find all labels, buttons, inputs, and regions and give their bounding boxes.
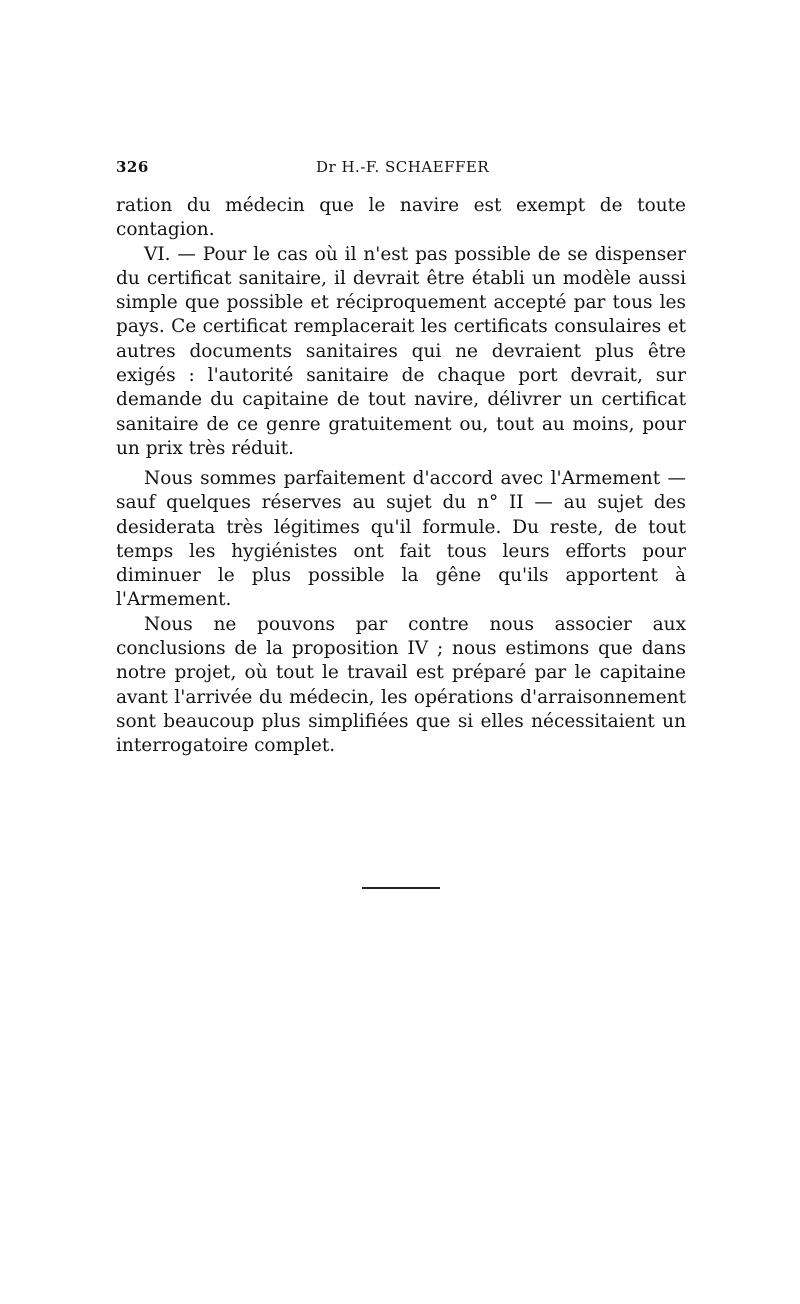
running-head: Dr H.-F. SCHAEFFER: [316, 158, 490, 176]
paragraph-conclusion: Nous ne pouvons par contre nous associer aux conclusions de la proposition IV ; nous estimons que dans notre projet, où tout le travail est préparé par le capitaine avant l'arrivée du médecin, les opérations d'arraisonnement sont beaucoup plus simplifiées que si elles nécessitaient un interrogatoire complet.: [116, 613, 686, 757]
section-label: VI. —: [144, 243, 196, 265]
page-number: 326: [116, 158, 149, 176]
text-block-upper: [116, 194, 686, 461]
paragraph-agreement: Nous sommes parfaitement d'accord avec l'Armement — sauf quelques réserves au sujet du n° II — au sujet des desiderata très légitimes qu'il formule. Du reste, de tout temps les hygiénistes ont fait tous leurs efforts pour diminuer le plus possible la gêne qu'ils apportent à l'Armement.: [116, 468, 686, 611]
section-vi-text: Pour le cas où il n'est pas possible de se dispenser du certificat sanitaire, il devrait être établi un modèle aussi simple que possible et réciproquement accepté par tous les pays. Ce certificat remplacerait les certificats consulaires et autres documents sanitaires qui ne devraient plus être exigés : l'autorité sanitaire de chaque port devrait, sur demande du capitaine de tout navire, délivrer un certificat sanitaire de ce genre gratuitement ou, tout au moins, pour un prix très réduit.: [116, 243, 686, 459]
text-block-lower: [116, 467, 686, 759]
closing-rule: [362, 887, 440, 889]
paragraph-continuation: ration du médecin que le navire est exempt de toute contagion.: [116, 195, 686, 241]
paragraph-section-vi: [116, 243, 686, 462]
page-header: [116, 158, 686, 182]
